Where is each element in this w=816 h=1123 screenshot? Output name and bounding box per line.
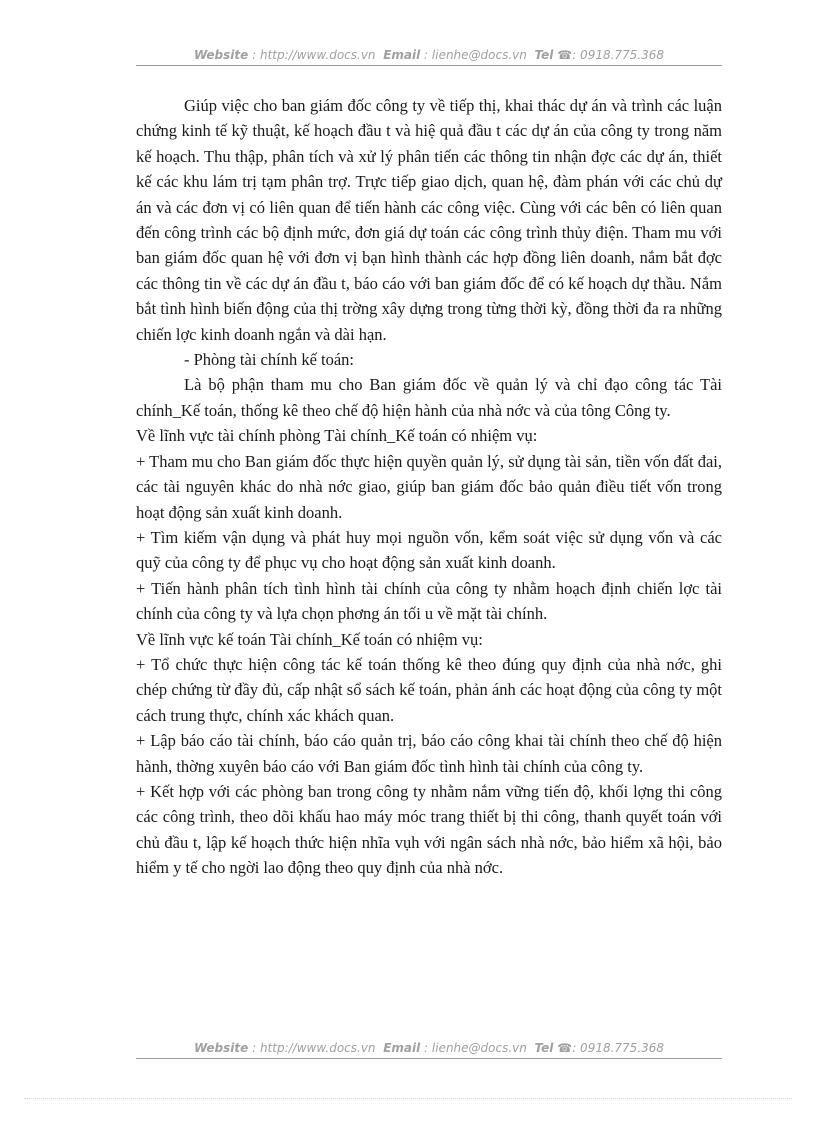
header-email-value[interactable]: : lienhe@docs.vn [424,48,527,62]
subheading-finance-duties: Về lĩnh vực tài chính phòng Tài chính_Kế toán có nhiệm vụ: [136,426,538,446]
footer-rule [136,1058,722,1059]
footer-tel-value: : 0918.775.368 [572,1041,665,1055]
header-tel-value: : 0918.775.368 [572,48,665,62]
phone-icon: ☎ [557,48,573,62]
section-heading-finance: - Phòng tài chính kế toán: [184,350,355,370]
header-website-url[interactable]: : http://www.docs.vn [252,48,376,62]
header-rule [136,65,722,66]
header-website-label: Website [193,48,249,62]
document-body [136,93,722,881]
footer-email-value[interactable]: : lienhe@docs.vn [424,1041,527,1055]
list-item: + Tổ chức thực hiện công tác kế toán thống kê theo đúng quy định của nhà nớc, ghi chép chứng từ đầy đủ, cấp nhật sổ sách kế toán, phản ánh các hoạt động của công ty một cách trung thực, chính xác khách quan. [136,654,722,725]
page-header [136,48,722,62]
footer-website-url[interactable]: : http://www.docs.vn [252,1041,376,1055]
paragraph-finance-role: Là bộ phận tham mu cho Ban giám đốc về quản lý và chỉ đạo công tác Tài chính_Kế toán, thống kê theo chế độ hiện hành của nhà nớc và của tông Công ty. [136,375,722,420]
subheading-accounting-duties: Về lĩnh vực kế toán Tài chính_Kế toán có nhiệm vụ: [136,629,483,649]
list-item: + Tiến hành phân tích tình hình tài chính của công ty nhằm hoạch định chiến lợc tài chính của công ty và lựa chọn phơng án tối u về mặt tài chính. [136,578,722,624]
paragraph-intro: Giúp việc cho ban giám đốc công ty về tiếp thị, khai thác dự án và trình các luận chứng kinh tế kỹ thuật, kế hoạch đầu t và hiệ quả đầu t các dự án của công ty trong năm kế hoạch. Thu thập, phân tích và xử lý phân tiến các thông tin nhận đợc các dự án, thiết kế các khu lám trị tạm phân trợ. Trực tiếp giao dịch, quan hệ, đàm phán với các chủ dự án và các đơn vị có liên quan để tiến hành các công việc. Cùng với các bên có liên quan đến công trình các bộ định mức, đơn giá dự toán các công trình thủy điện. Tham mu với ban giám đốc quan hệ với đơn vị bạn hình thành các hợp đồng liên doanh, nắm bắt đợc các thông tin về các dự án đầu t, báo cáo với ban giám đốc để có kế hoạch dự thầu. Nắm bắt tình hình biến động của thị trờng xây dựng trong từng thời kỳ, đồng thời đa ra những chiến lợc kinh doanh ngắn và dài hạn. [136,96,722,344]
header-tel-label: Tel [534,48,554,62]
list-item: + Tham mu cho Ban giám đốc thực hiện quyền quản lý, sử dụng tài sản, tiền vốn đất đai, các tài nguyên khác do nhà nớc giao, giúp ban giám đốc bảo quản điều tiết vốn trong hoạt động sản xuất kinh doanh. [136,451,722,522]
list-item: + Tìm kiếm vận dụng và phát huy mọi nguồn vốn, kểm soát việc sử dụng vốn và các quỹ của công ty để phục vụ cho hoạt động sản xuất kinh doanh. [136,527,722,573]
page-edge-divider [24,1098,792,1099]
footer-tel-label: Tel [534,1041,554,1055]
footer-website-label: Website [193,1041,249,1055]
list-item: + Lập báo cáo tài chính, báo cáo quản trị, báo cáo công khai tài chính theo chế độ hiện hành, thờng xuyên báo cáo với Ban giám đốc tình hình tài chính của công ty. [136,731,722,776]
page-footer [136,1041,722,1055]
list-item: + Kết hợp với các phòng ban trong công ty nhằm nắm vững tiến độ, khối lợng thi công các công trình, theo dõi khấu hao máy móc trang thiết bị thi công, thanh quyết toán với chủ đầu t, lập kế hoạch thức hiện nhĩa vụh với ngân sách nhà nớc, bảo hiểm xã hội, bảo hiểm y tế cho ngời lao động theo quy định của nhà nớc. [136,781,722,878]
phone-icon: ☎ [557,1041,573,1055]
footer-email-label: Email [383,1041,421,1055]
header-email-label: Email [383,48,421,62]
